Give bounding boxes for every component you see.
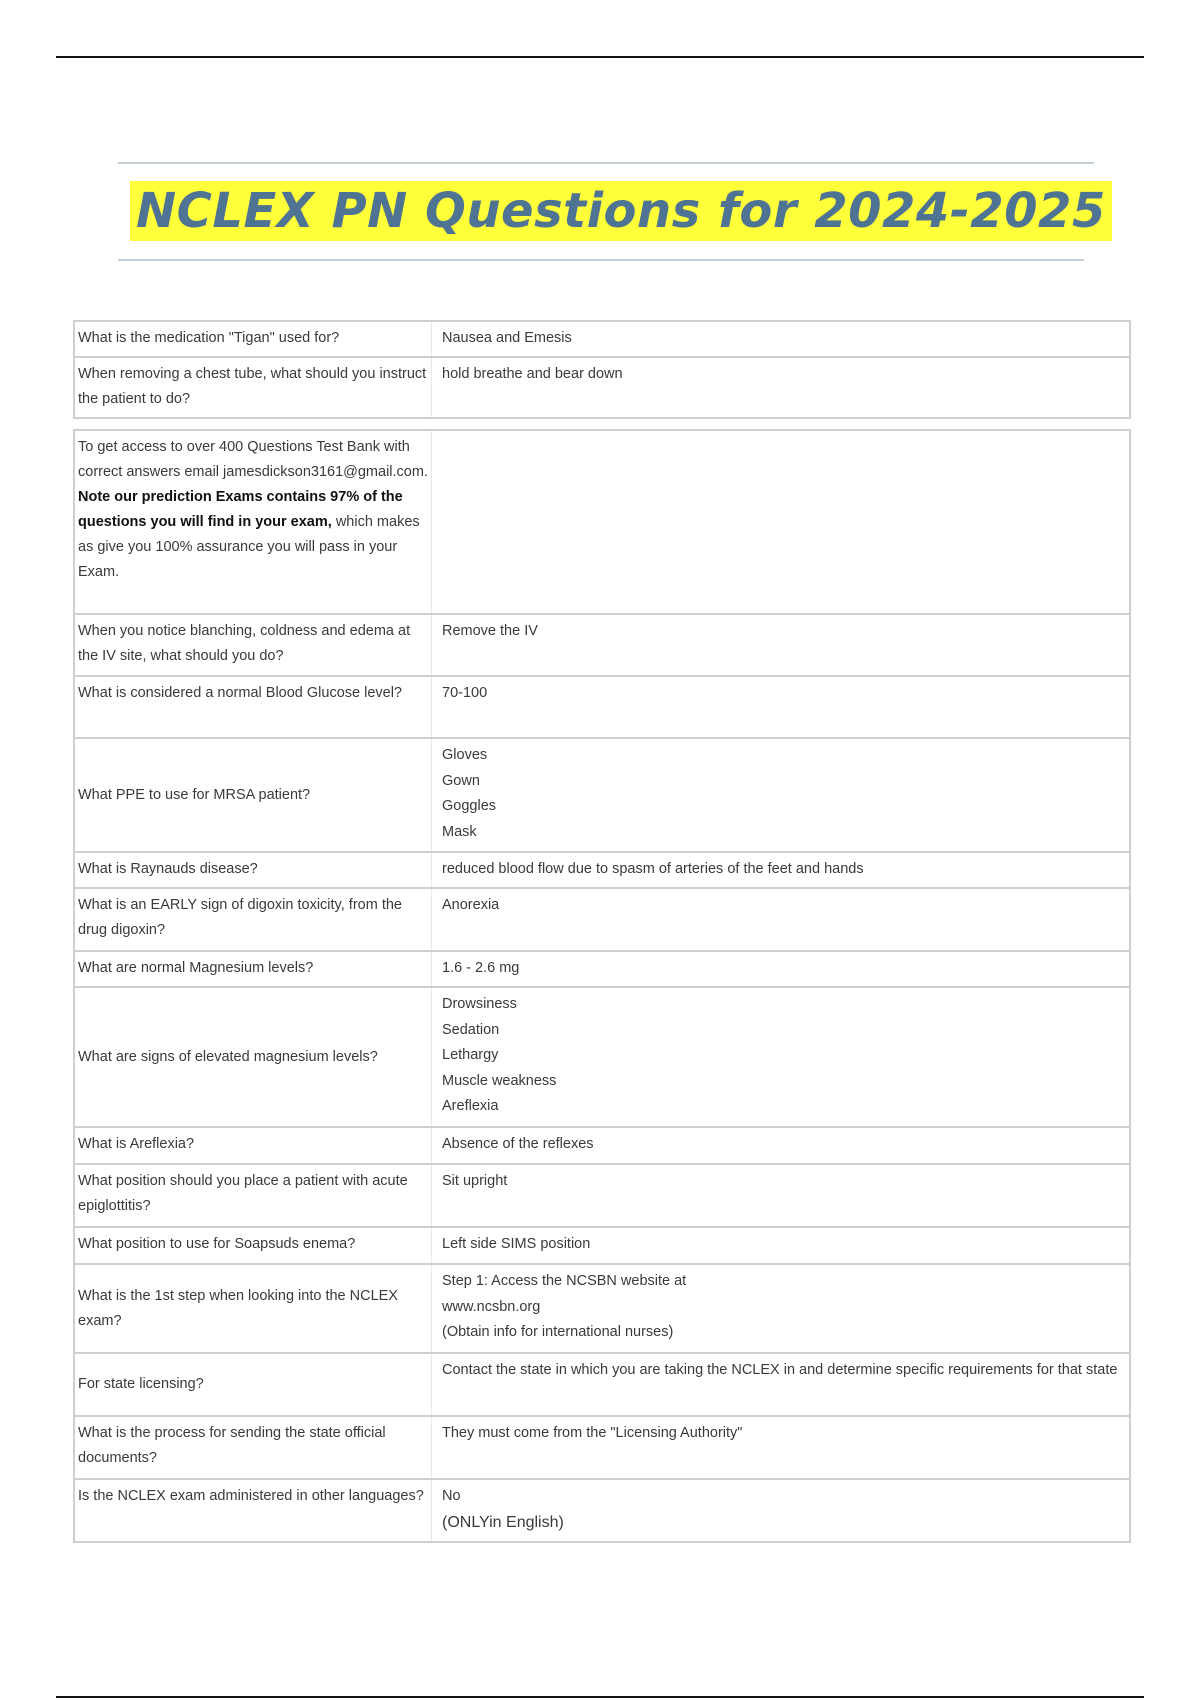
promo-row	[75, 431, 1129, 613]
answer-line: Mask	[442, 823, 477, 840]
title-divider-top	[118, 162, 1094, 164]
answer-line: Gloves	[442, 747, 488, 763]
table-row	[75, 986, 1129, 1126]
bottom-rule	[56, 1696, 1144, 1698]
table-row	[75, 1126, 1129, 1163]
answer-line: Drowsiness	[442, 996, 517, 1012]
table-row	[75, 887, 1129, 950]
table-row	[75, 1226, 1129, 1263]
question-cell: What is Raynauds disease?	[75, 853, 432, 887]
table-row	[75, 1415, 1129, 1478]
answer-line: Lethargy	[442, 1047, 499, 1063]
table-row	[75, 950, 1129, 986]
table-row	[75, 851, 1129, 887]
table-row	[75, 356, 1129, 417]
question-cell: What is the process for sending the state official documents?	[75, 1417, 432, 1478]
promo-empty-cell	[432, 431, 1129, 613]
page-title: NCLEX PN Questions for 2024-2025	[130, 181, 1112, 241]
table-row	[75, 737, 1129, 851]
question-cell: For state licensing?	[75, 1354, 432, 1415]
question-cell: What are normal Magnesium levels?	[75, 952, 432, 986]
answer-cell	[432, 988, 1129, 1126]
answer-line: Gown	[442, 772, 480, 789]
promo-text-bold: Note our prediction Exams contains 97% of the questions you will find in your exam,	[78, 489, 403, 530]
answer-cell: 70-100	[442, 685, 488, 701]
question-cell: What are signs of elevated magnesium levels?	[75, 988, 432, 1126]
answer-cell	[432, 1265, 1129, 1352]
question-cell: What PPE to use for MRSA patient?	[75, 739, 432, 851]
table-row	[75, 1163, 1129, 1226]
answer-line: (Obtain info for international nurses)	[442, 1324, 674, 1340]
question-cell: Is the NCLEX exam administered in other languages?	[75, 1480, 432, 1541]
answer-line: Sedation	[442, 1021, 500, 1038]
table-row	[75, 1352, 1129, 1415]
table-row	[75, 613, 1129, 675]
question-cell: What is considered a normal Blood Glucose level?	[75, 677, 432, 737]
answer-cell	[432, 1480, 1129, 1541]
promo-text-start: To get access to over 400 Questions Test Bank with correct answers email jamesdickson3161@gmail.com.	[78, 439, 428, 480]
answer-line: Muscle weakness	[442, 1072, 557, 1089]
question-cell: What is Areflexia?	[75, 1128, 432, 1163]
question-cell: What position should you place a patient with acute epiglottitis?	[75, 1165, 432, 1226]
answer-cell: Remove the IV	[442, 623, 538, 639]
answer-cell: Anorexia	[442, 897, 500, 913]
answer-line: No	[442, 1488, 461, 1504]
question-cell: What is the 1st step when looking into the NCLEX exam?	[75, 1265, 432, 1352]
answer-line: www.ncsbn.org	[442, 1298, 541, 1315]
question-cell: What is the medication "Tigan" used for?	[75, 322, 432, 356]
answer-cell: Contact the state in which you are taking the NCLEX in and determine specific requirements for that state	[442, 1362, 1118, 1378]
top-rule	[56, 56, 1144, 58]
title-block	[130, 181, 1112, 241]
answer-cell: hold breathe and bear down	[442, 366, 623, 382]
answer-cell: Absence of the reflexes	[442, 1136, 594, 1152]
answer-cell: Sit upright	[442, 1173, 508, 1189]
promo-text-end: which makes as give you 100% assurance you will pass in your Exam.	[78, 514, 420, 580]
promo-note	[75, 431, 432, 613]
answer-cell	[432, 739, 1129, 851]
answer-cell: reduced blood flow due to spasm of arteries of the feet and hands	[442, 861, 864, 877]
question-cell: What position to use for Soapsuds enema?	[75, 1228, 432, 1263]
answer-line: Goggles	[442, 798, 497, 814]
question-cell: When you notice blanching, coldness and edema at the IV site, what should you do?	[75, 615, 432, 675]
qa-table-2	[73, 429, 1131, 1543]
answer-line: Step 1: Access the NCSBN website at	[442, 1273, 687, 1289]
table-row	[75, 1263, 1129, 1352]
answer-cell: 1.6 - 2.6 mg	[442, 960, 520, 976]
table-row	[75, 322, 1129, 356]
table-row	[75, 675, 1129, 737]
title-divider-bottom	[118, 259, 1084, 261]
answer-line: Areflexia	[442, 1098, 499, 1114]
answer-cell: They must come from the "Licensing Authority"	[442, 1425, 743, 1441]
answer-cell: Left side SIMS position	[442, 1236, 591, 1252]
qa-table-1	[73, 320, 1131, 419]
answer-line: (ONLYin English)	[442, 1513, 564, 1531]
question-cell: When removing a chest tube, what should you instruct the patient to do?	[75, 358, 432, 417]
answer-cell: Nausea and Emesis	[442, 330, 572, 346]
table-row	[75, 1478, 1129, 1541]
question-cell: What is an EARLY sign of digoxin toxicity, from the drug digoxin?	[75, 889, 432, 950]
